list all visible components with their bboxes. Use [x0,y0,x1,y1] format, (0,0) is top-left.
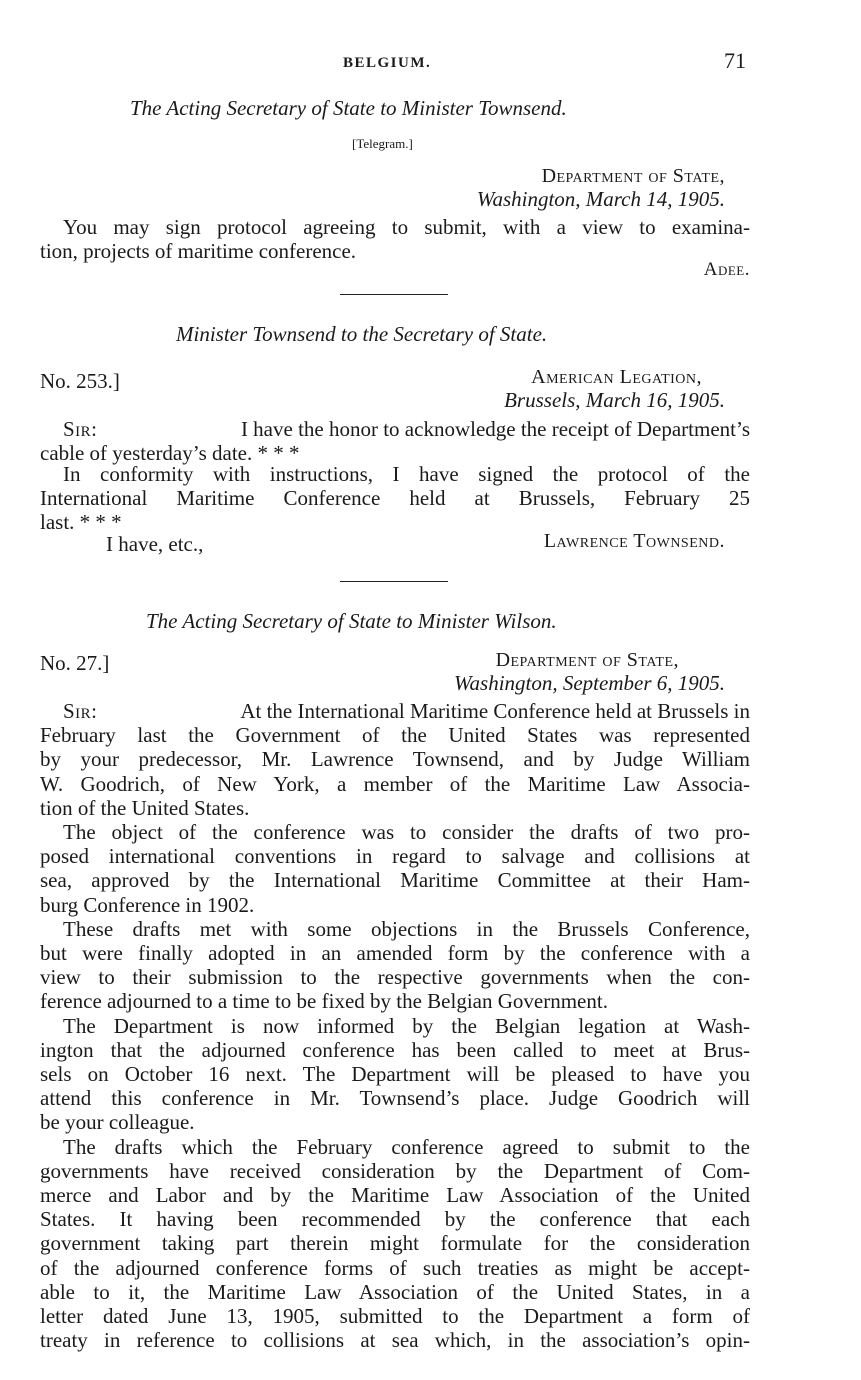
doc2-closing: I have, etc., [106,532,204,556]
doc3-line-5: tion of the United States. [40,795,250,820]
doc2-number: No. 253.] [40,369,120,393]
doc3-line-10: These drafts met with some objections in the Brussels Conference, [63,916,750,941]
doc2-salutation: Sir: [63,417,98,441]
doc3-line-15: ington that the adjourned conference has been called to meet at Brus- [40,1037,750,1062]
doc1-date: Washington, March 14, 1905. [476,187,725,211]
doc1-signature: Adee. [703,259,750,280]
doc1-note: [Telegram.] [352,136,413,151]
doc3-line-22: States. It having been recommended by the conference that each [40,1207,750,1232]
doc3-line-4: W. Goodrich, of New York, a member of the Maritime Law Associa- [40,771,750,796]
doc3-line-6: The object of the conference was to consider the drafts of two pro- [63,820,750,844]
doc3-line-7: posed international conventions in regard to salvage and collisions at [40,844,750,869]
doc3-line-21: merce and Labor and by the Maritime Law Association of the United [40,1183,750,1207]
doc3-line-1 [63,699,750,723]
doc3-line-26: letter dated June 13, 1905, submitted to the Department a form of [40,1304,750,1328]
doc3-date: Washington, September 6, 1905. [453,671,725,695]
doc2-date: Brussels, March 16, 1905. [504,388,725,412]
doc3-line-14: The Department is now informed by the Belgian legation at Wash- [63,1013,750,1038]
doc3-line-19: The drafts which the February conference agreed to submit to the [63,1134,750,1159]
doc2-line-2: cable of yesterday’s date. * * * [40,441,300,465]
doc3-line-16: sels on October 16 next. The Department will be pleased to have you [40,1062,750,1086]
doc3-line-23: government taking part therein might formulate for the consideration [40,1231,750,1256]
doc3-line-20: governments have received consideration by the Department of Com- [40,1158,750,1183]
doc1-line-2: tion, projects of maritime conference. [40,239,357,263]
doc1-line-1: You may sign protocol agreeing to submit, with a view to examina- [63,215,750,239]
page-number: 71 [724,48,746,73]
doc3-line-1-text: At the International Maritime Conference held at Brussels in [240,699,750,723]
doc3-heading: The Acting Secretary of State to Minister Wilson. [146,609,557,633]
doc3-line-17: attend this conference in Mr. Townsend’s place. Judge Goodrich will [40,1086,750,1111]
doc1-heading: The Acting Secretary of State to Minister Townsend. [130,96,567,120]
doc2-line-3: In conformity with instructions, I have signed the protocol of the [63,462,750,486]
doc2-place: American Legation, [531,366,702,388]
doc3-line-11: but were finally adopted in an amended form by the conference with a [40,941,750,965]
doc2-line-5: last. * * * [40,510,122,534]
doc3-line-12: view to their submission to the respective governments when the con- [40,965,750,990]
doc2-line-4: International Maritime Conference held at Brussels, February 25 [40,486,750,510]
doc1-place: Department of State, [541,165,725,187]
doc2-line-1 [63,417,750,441]
doc3-line-8: sea, approved by the International Maritime Committee at their Ham- [40,868,750,893]
doc2-signature: Lawrence Townsend. [543,530,725,552]
running-title: BELGIUM. [343,55,432,71]
doc3-line-24: of the adjourned conference forms of such treaties as might be accept- [40,1255,750,1280]
doc3-number: No. 27.] [40,651,110,675]
doc2-heading: Minister Townsend to the Secretary of State. [176,322,548,346]
doc3-line-27: treaty in reference to collisions at sea which, in the association’s opin- [40,1328,750,1353]
doc3-line-18: be your colleague. [40,1110,195,1135]
doc3-line-13: ference adjourned to a time to be fixed by the Belgian Government. [40,989,608,1014]
doc3-line-2: February last the Government of the United States was represented [40,723,750,748]
doc3-line-25: able to it, the Maritime Law Association of the United States, in a [40,1279,750,1304]
separator-rule-2 [340,581,448,582]
doc3-salutation: Sir: [63,699,98,723]
doc2-line-1-text: I have the honor to acknowledge the receipt of Department’s [240,417,750,441]
doc3-line-9: burg Conference in 1902. [40,892,255,917]
doc3-place: Department of State, [495,649,679,671]
separator-rule-1 [340,294,448,295]
doc3-line-3: by your predecessor, Mr. Lawrence Townsend, and by Judge William [40,747,750,772]
